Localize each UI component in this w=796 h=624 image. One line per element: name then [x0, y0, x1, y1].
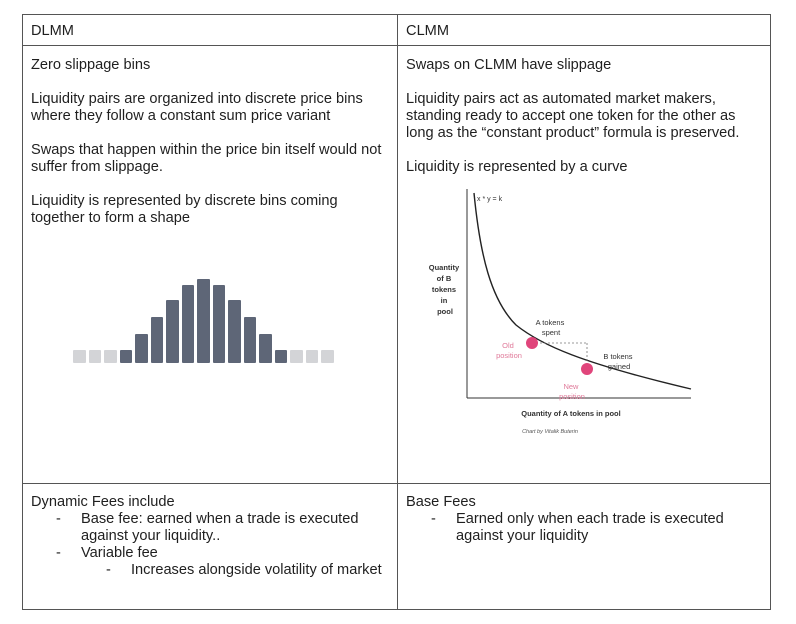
clmm-text-1: Swaps on CLMM have slippage — [406, 57, 612, 73]
a-tokens-spent-label: A tokens — [535, 318, 565, 327]
clmm-text-2: Liquidity pairs act as automated market makers, standing ready to accept one token for the other as long as the “constant product” formula is preserved. — [406, 91, 740, 141]
y-axis-label-line: pool — [437, 307, 453, 316]
header-clmm: CLMM — [398, 15, 771, 46]
liquidity-bin — [259, 334, 272, 363]
liquidity-bin — [151, 317, 164, 363]
dlmm-text-4: Liquidity is represented by discrete bins coming together to form a shape — [31, 193, 338, 226]
liquidity-bin — [244, 317, 257, 363]
liquidity-bin — [182, 285, 195, 363]
list-item: - Variable fee - Increases alongside volatility of market — [31, 545, 389, 579]
list-item: - Earned only when each trade is executed against your liquidity — [406, 511, 762, 545]
dlmm-fees-cell — [23, 484, 398, 610]
liquidity-bin — [306, 350, 319, 363]
formula-label: x * y = k — [477, 196, 503, 203]
liquidity-bin — [213, 285, 226, 363]
liquidity-bin — [73, 350, 86, 363]
clmm-fees-list — [406, 511, 762, 545]
dlmm-fees-title: Dynamic Fees include — [31, 494, 175, 510]
b-tokens-gained-label: gained — [607, 362, 631, 371]
old-position-label: Old — [502, 341, 514, 350]
header-dlmm: DLMM — [23, 15, 398, 46]
dlmm-text-2: Liquidity pairs are organized into discrete price bins where they follow a constant sum price variant — [31, 91, 363, 124]
constant-product-curve-chart — [406, 185, 762, 440]
dlmm-description-cell — [23, 46, 398, 484]
y-axis-label-line: tokens — [431, 285, 457, 294]
liquidity-bin — [104, 350, 117, 363]
svg-text:Quantity of B — [429, 263, 462, 316]
old-position-label: position — [496, 351, 522, 360]
x-axis-label: Quantity of A tokens in pool — [521, 409, 621, 418]
new-position-label: position — [559, 392, 585, 401]
variable-fee-sublist — [81, 562, 389, 579]
liquidity-bin — [228, 300, 241, 363]
new-position-point — [581, 363, 593, 375]
b-tokens-gained-label: B tokens — [603, 352, 633, 361]
liquidity-bin — [120, 350, 133, 363]
liquidity-bins-illustration — [73, 277, 389, 363]
dlmm-text-1: Zero slippage bins — [31, 57, 151, 73]
svg-text:New position — [559, 382, 585, 401]
list-item: - Base fee: earned when a trade is executed against your liquidity.. — [31, 511, 389, 545]
chart-credit: Chart by Vitalik Buterin — [522, 429, 578, 435]
liquidity-bin — [135, 334, 148, 363]
old-position-point — [526, 337, 538, 349]
liquidity-bin — [197, 279, 210, 363]
new-position-label: New — [563, 382, 579, 391]
y-axis-label-line: of B — [436, 274, 452, 283]
clmm-text-3: Liquidity is represented by a curve — [406, 159, 628, 175]
list-item: - Increases alongside volatility of market — [81, 562, 389, 579]
liquidity-bin — [166, 300, 179, 363]
dlmm-text-3: Swaps that happen within the price bin itself would not suffer from slippage. — [31, 142, 382, 175]
clmm-fees-title: Base Fees — [406, 494, 476, 510]
y-axis-label-line: in — [440, 296, 448, 305]
svg-text:B tokens gained — [603, 352, 634, 371]
clmm-description-cell — [398, 46, 771, 484]
svg-text:A tokens spent — [536, 318, 567, 337]
liquidity-bin — [290, 350, 303, 363]
dlmm-fees-list — [31, 511, 389, 579]
liquidity-bin — [321, 350, 334, 363]
svg-text:Old position — [496, 341, 522, 360]
clmm-fees-cell — [398, 484, 771, 610]
liquidity-bin — [89, 350, 102, 363]
comparison-table — [22, 14, 771, 610]
liquidity-bin — [275, 350, 288, 363]
y-axis-label-line: Quantity — [428, 263, 460, 272]
a-tokens-spent-label: spent — [541, 328, 561, 337]
